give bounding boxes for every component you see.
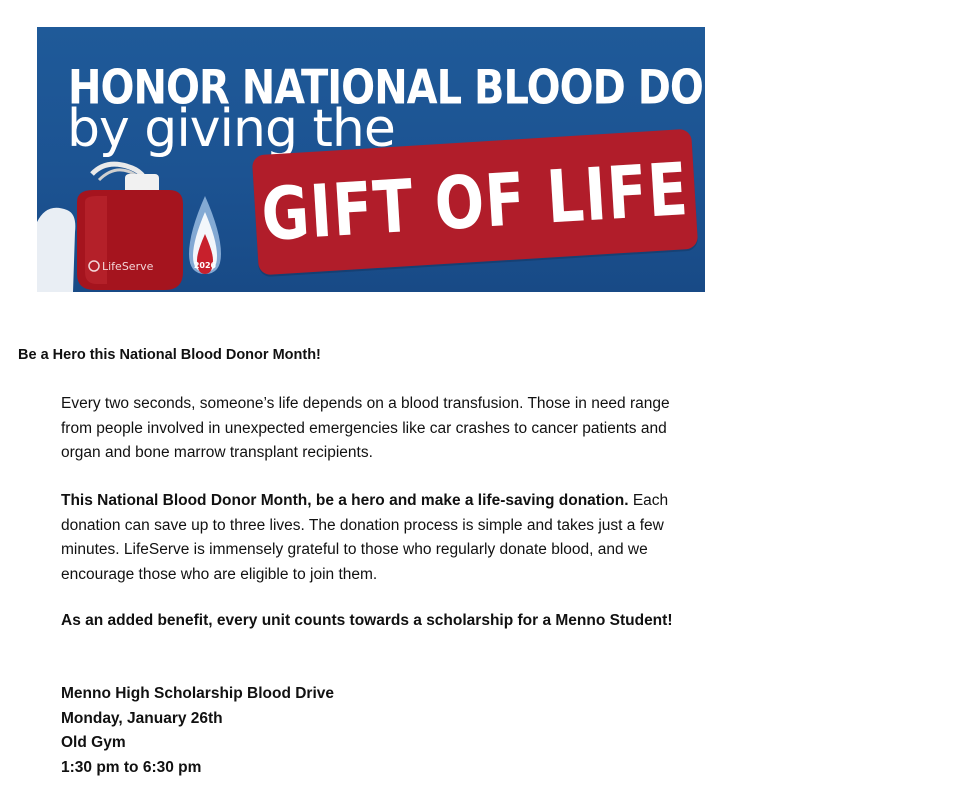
gift-of-life-box [252,129,699,276]
paragraph-donation-bold: This National Blood Donor Month, be a hero and make a life-saving donation. [61,492,629,509]
banner-subtitle: by giving the [67,99,395,159]
drop-year: 2026 [193,261,217,270]
glove-shape [37,208,75,292]
paragraph-intro: Every two seconds, someone’s life depends on a blood transfusion. Those in need range from people involved in unexpected emergencies like car crashes to cancer patients and organ and bone marrow transplant recipients. [61,395,670,461]
event-date: Monday, January 26th [61,709,223,727]
paragraph-donation [61,489,701,587]
promo-banner [37,27,974,292]
banner-title: HONOR NATIONAL BLOOD DONOR MONTH [68,61,974,116]
article-headline: Be a Hero this National Blood Donor Month! [18,347,321,363]
event-details [61,682,334,780]
event-name: Menno High Scholarship Blood Drive [61,685,334,702]
bag-logo-text: LifeServe [102,260,154,273]
gift-of-life-text: GIFT OF LIFE [259,146,691,258]
event-time: 1:30 pm to 6:30 pm [61,758,202,776]
event-location: Old Gym [61,734,126,751]
paragraph-scholarship: As an added benefit, every unit counts towards a scholarship for a Menno Student! [61,612,673,629]
paragraph-donation-rest: Each donation can save up to three lives. The donation process is simple and takes just a few minutes. LifeServe is immensely grateful to those who regularly donate blood, and we encourage those who are eligible to join them. [61,492,669,583]
blood-bag-illustration [37,162,257,292]
